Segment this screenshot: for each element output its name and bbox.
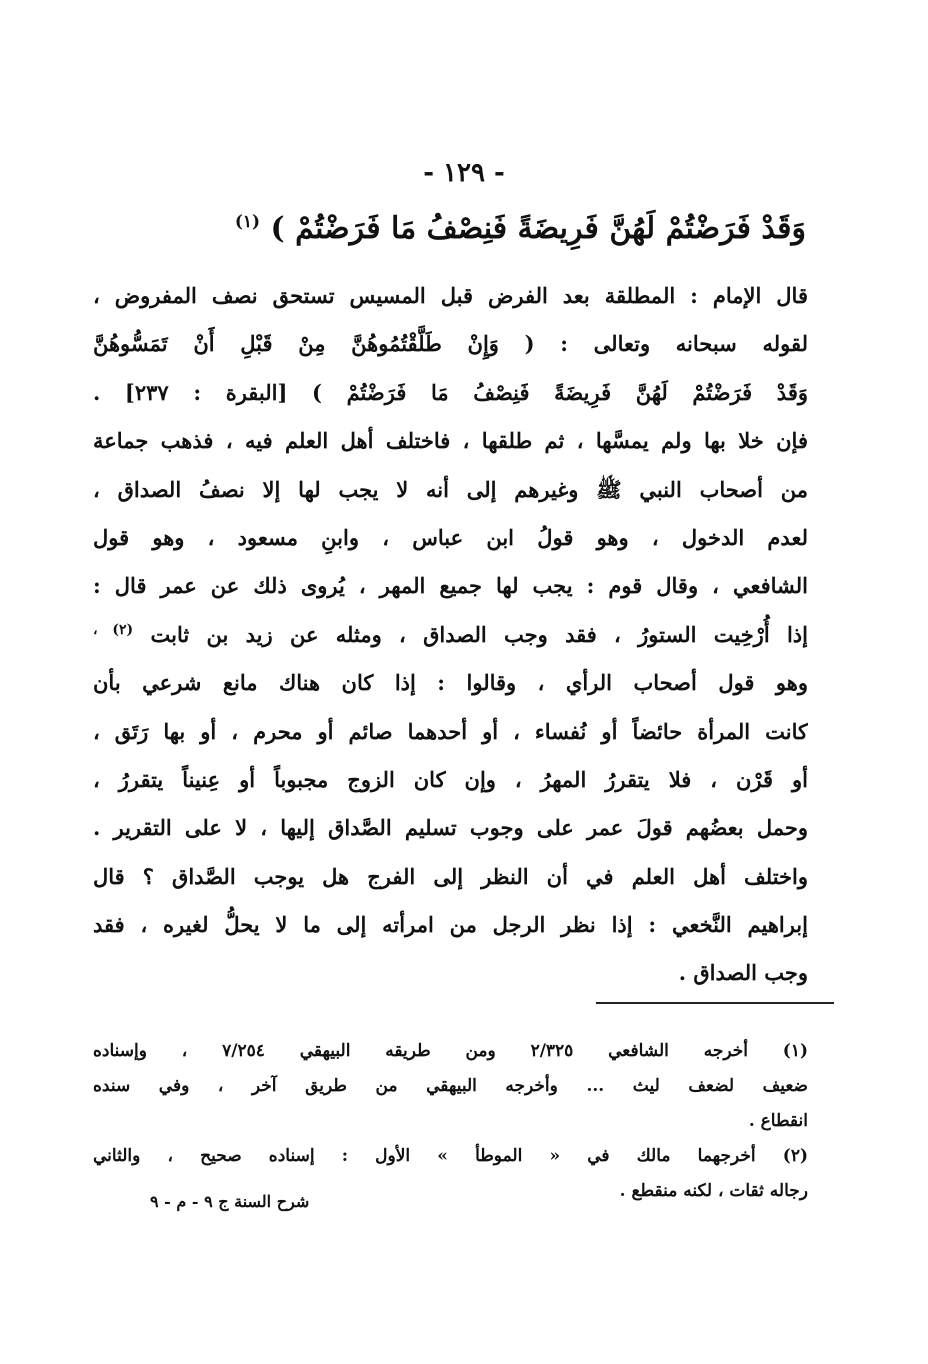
- text-line: أو قَرْن ، فلا يتقررُ المهرُ ، وإن كان الزوج مجبوباً أو عِنيناً يتقررُ ،: [93, 766, 808, 792]
- footnote-line: انقطاع .: [748, 1111, 808, 1131]
- text-line-content: إذا أُرْخِيت الستورُ ، فقد وجب الصداق ، ومثله عن زيد بن ثابت: [150, 621, 808, 647]
- footnote-divider: [596, 1002, 834, 1004]
- text-line: وحمل بعضُهم قولَ عمر على وجوب تسليم الصَّداق إليها ، لا على التقرير .: [93, 815, 808, 841]
- text-line: واختلف أهل العلم في أن النظر إلى الفرج هل يوجب الصَّداق ؟ قال: [93, 863, 808, 889]
- text-line: وجب الصداق .: [678, 960, 808, 986]
- text-line: من أصحاب النبي ﷺ وغيرهم إلى أنه لا يجب لها إلا نصفُ الصداق ،: [93, 476, 808, 502]
- text-line: وهو قول أصحاب الرأي ، وقالوا : إذا كان هناك مانع شرعي بأن: [93, 670, 808, 696]
- footnotes: [93, 1034, 808, 1209]
- text-line: كانت المرأة حائضاً أو نُفساء ، أو أحدهما صائم أو محرم ، أو بها رَتَق ،: [93, 718, 808, 744]
- text-line: [93, 611, 808, 659]
- page-number: - ١٢٩ -: [423, 158, 505, 188]
- text-line: إبراهيم النَّخعي : إذا نظر الرجل من امرأته إلى ما لا يحلُّ لغيره ، فقد: [93, 912, 808, 938]
- footnote-ref-2: (٢) ،: [93, 621, 134, 638]
- verse-text: وَقَدْ فَرَضْتُمْ لَهُنَّ فَرِيضَةً فَنِصْفُ مَا فَرَضْتُمْ ): [270, 211, 806, 246]
- main-text: [93, 272, 808, 998]
- footnote-line: (١) أخرجه الشافعي ٢/٣٢٥ ومن طريقه البيهقي ٧/٢٥٤ ، وإسناده: [93, 1041, 808, 1061]
- text-line: وَقَدْ فَرَضْتُمْ لَهُنَّ فَرِيضَةً فَنِصْفُ مَا فَرَضْتُمْ ) [البقرة : ٢٣٧] .: [93, 379, 808, 405]
- footnote-line: (٢) أخرجهما مالك في « الموطأ » الأول : إسناده صحيح ، والثاني: [93, 1146, 808, 1166]
- text-line: لقوله سبحانه وتعالى : ( وَإِنْ طَلَّقْتُمُوهُنَّ مِنْ قَبْلِ أَنْ تَمَسُّوهُنَّ: [93, 331, 808, 357]
- text-line: الشافعي ، وقال قوم : يجب لها جميع المهر ، يُروى ذلك عن عمر قال :: [93, 573, 808, 599]
- footnote-line: رجاله ثقات ، لكنه منقطع .: [619, 1181, 808, 1201]
- text-line: لعدم الدخول ، وهو قولُ ابن عباس ، وابنِ مسعود ، وهو قول: [93, 524, 808, 550]
- footnote-line: ضعيف لضعف ليث ... وأخرجه البيهقي من طريق آخر ، وفي سنده: [93, 1076, 808, 1096]
- quran-verse: [86, 208, 806, 250]
- text-line: قال الإمام : المطلقة بعد الفرض قبل المسيس تستحق نصف المفروض ،: [93, 283, 808, 308]
- book-signature: شرح السنة ج ٩ - م - ٩: [150, 1192, 310, 1211]
- text-line: فإن خلا بها ولم يمسَّها ، ثم طلقها ، فاختلف أهل العلم فيه ، فذهب جماعة: [93, 428, 808, 454]
- verse-footnote-ref: (١): [234, 212, 261, 232]
